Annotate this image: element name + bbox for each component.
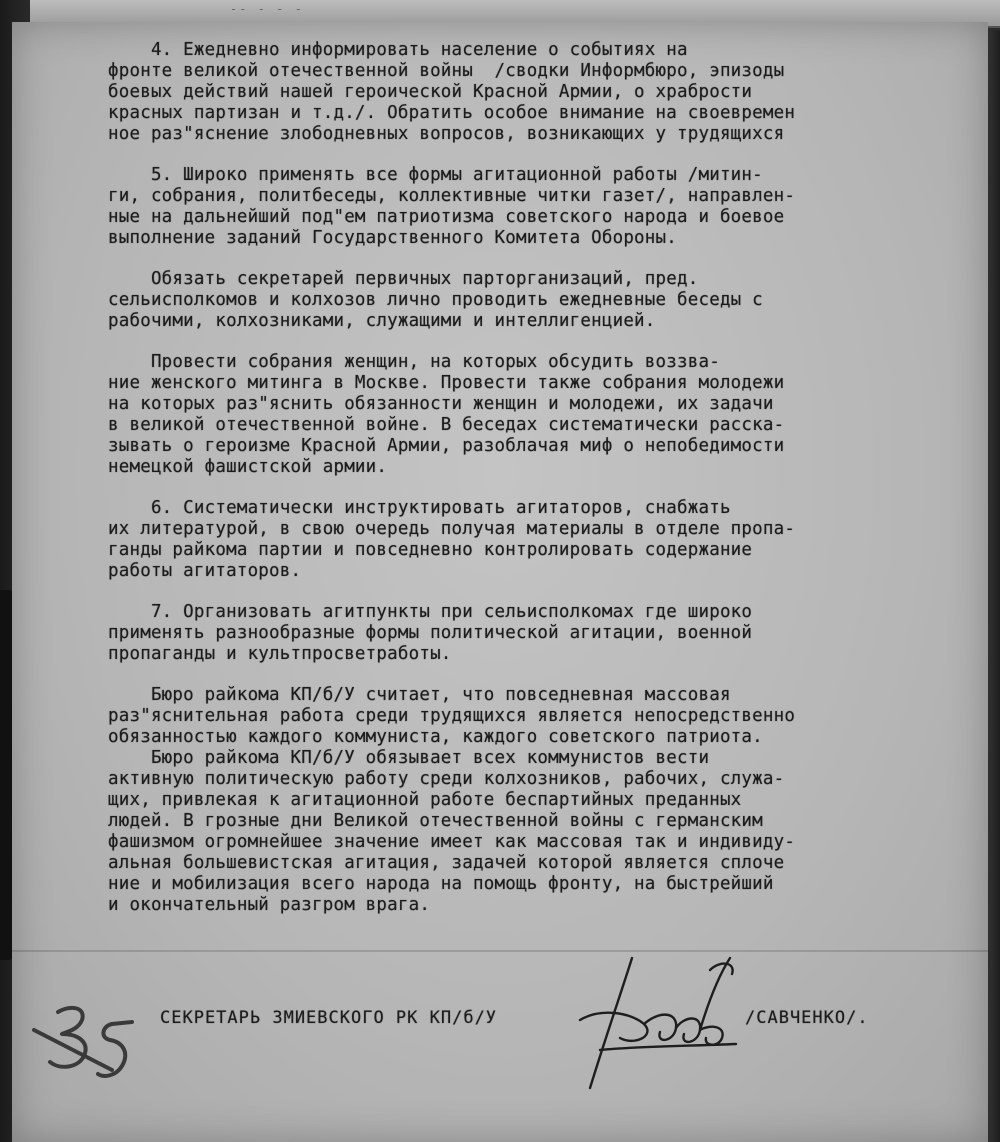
text-line: ные на дальнейший под"ем патриотизма советского народа и боевое: [108, 207, 785, 227]
paragraph-item-7: [108, 602, 988, 665]
text-line: Провести собрания женщин, на которых обсудить воззва-: [108, 352, 720, 372]
text-line: ное раз"яснение злободневных вопросов, возникающих у трудящихся: [108, 124, 785, 144]
typewritten-text: [108, 40, 988, 916]
text-line: обязанностью каждого коммуниста, каждого советского патриота.: [108, 727, 763, 747]
text-line: людей. В грозные дни Великой отечественной войны с германским: [108, 811, 763, 831]
text-line: красных партизан и т.д./. Обратить особое внимание на своевремен: [108, 103, 796, 123]
text-line: зывать о героизме Красной Армии, разоблачая миф о непобедимости: [108, 436, 785, 456]
text-line: Обязать секретарей первичных парторганизаций, пред.: [108, 269, 699, 289]
text-line: альная большевистская агитация, задачей которой является сплоче: [108, 853, 785, 873]
paragraph-bureau-obliges: [108, 748, 988, 916]
text-line: щих, привлекая к агитационной работе беспартийных преданных: [108, 790, 742, 810]
text-line: и окончательный разгром врага.: [108, 895, 431, 915]
text-line: работы агитаторов.: [108, 561, 302, 581]
text-line: Бюро райкома КП/б/У считает, что повседневная массовая: [108, 685, 731, 705]
handwritten-page-number: [20, 990, 170, 1100]
text-line: Бюро райкома КП/б/У обязывает всех коммунистов вести: [108, 748, 710, 768]
text-line: ние женского митинга в Москве. Провести также собрания молодежи: [108, 373, 785, 393]
text-line: ние и мобилизация всего народа на помощь фронту, на быстрейший: [108, 874, 774, 894]
paragraph-bureau-considers: [108, 685, 988, 748]
text-line: 7. Организовать агитпункты при сельисполкомах где широко: [108, 602, 753, 622]
text-line: пропаганды и культпросветработы.: [108, 644, 452, 664]
paragraph-women-meetings: [108, 352, 988, 478]
page-fold: [12, 950, 988, 952]
text-line: фронте великой отечественной войны /сводки Информбюро, эпизоды: [108, 61, 785, 81]
paragraph-oblige-secretaries: [108, 269, 988, 332]
text-line: 6. Систематически инструктировать агитаторов, снабжать: [108, 498, 731, 518]
paragraph-item-4: [108, 40, 988, 145]
text-line: ги, собрания, политбеседы, коллективные читки газет/, направлен-: [108, 186, 796, 206]
text-line: боевых действий нашей героической Красной Армии, о храбрости: [108, 82, 753, 102]
page-edge-shadow: [990, 30, 1000, 1142]
text-line: ганды райкома партии и повседневно контролировать содержание: [108, 540, 753, 560]
signature-block: [160, 1008, 940, 1038]
signatory-name: /САВЧЕНКО/.: [745, 1008, 869, 1028]
signatory-title: СЕКРЕТАРЬ ЗМИЕВСКОГО РК КП/б/У: [160, 1008, 498, 1028]
text-line: на которых раз"яснить обязанности женщин и молодежи, их задачи: [108, 394, 774, 414]
text-line: немецкой фашистской армии.: [108, 457, 388, 477]
text-line: 4. Ежедневно информировать население о событиях на: [108, 40, 688, 60]
text-line: активную политическую работу среди колхозников, рабочих, служа-: [108, 769, 785, 789]
text-line: 5. Широко применять все формы агитационной работы /митин-: [108, 165, 763, 185]
paragraph-item-6: [108, 498, 988, 582]
text-line: применять разнообразные формы политической агитации, военной: [108, 623, 753, 643]
text-line: сельисполкомов и колхозов лично проводить ежедневные беседы с: [108, 290, 763, 310]
text-line: рабочими, колхозниками, служащими и интеллигенцией.: [108, 311, 656, 331]
text-line: фашизмом огромнейшее значение имеет как массовая так и индивиду-: [108, 832, 796, 852]
text-line: выполнение заданий Государственного Комитета Обороны.: [108, 228, 678, 248]
paragraph-item-5: [108, 165, 988, 249]
cut-off-text: -- - - -: [230, 2, 304, 16]
text-line: их литературой, в свою очередь получая материалы в отделе пропа-: [108, 519, 796, 539]
text-line: раз"яснительная работа среди трудящихся является непосредственно: [108, 706, 796, 726]
text-line: в великой отечественной войне. В беседах систематически расска-: [108, 415, 785, 435]
